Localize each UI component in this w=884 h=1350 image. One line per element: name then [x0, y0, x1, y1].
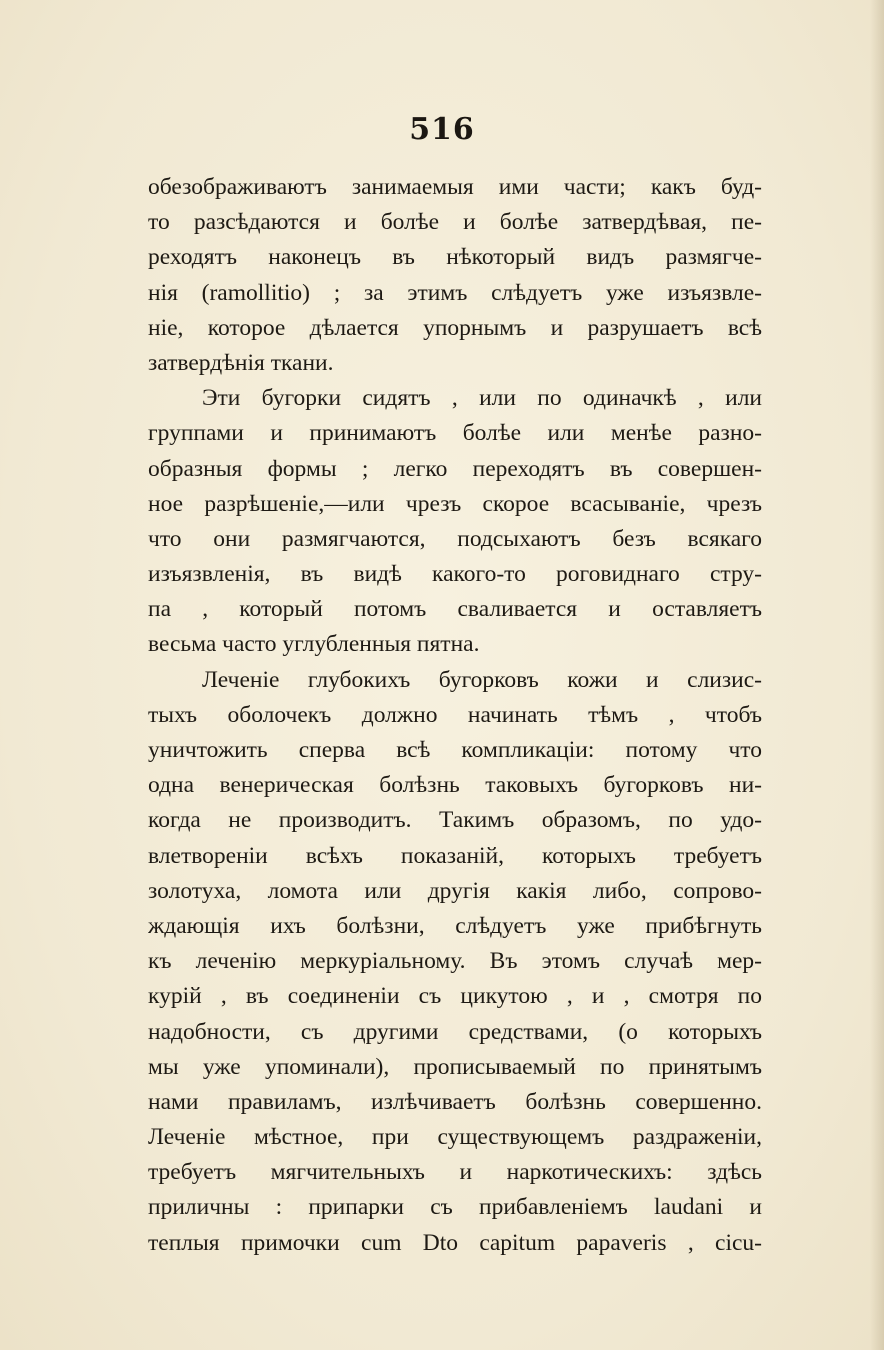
text-line: надобности, съ другими средствами, (о которыхъ	[148, 1018, 762, 1045]
text-line: когда не производитъ. Такимъ образомъ, по удо-	[148, 807, 762, 834]
text-line: изъязвленія, въ видѣ какого-то роговиднаго стру-	[148, 561, 762, 588]
text-line: курій , въ соединеніи съ цикутою , и , смотря по	[148, 983, 762, 1010]
text-line: ждающія ихъ болѣзни, слѣдуетъ уже прибѣгнуть	[148, 912, 762, 939]
text-line: уничтожить сперва всѣ компликаціи: потому что	[148, 737, 762, 763]
text-line: требуетъ мягчительныхъ и наркотическихъ: здѣсь	[148, 1159, 762, 1186]
page-number: 516	[409, 112, 475, 147]
text-line: золотуха, ломота или другія какія либо, сопрово-	[148, 877, 762, 904]
text-line: образныя формы ; легко переходятъ въ совершен-	[148, 455, 762, 482]
text-line: обезображиваютъ занимаемыя ими части; какъ буд-	[148, 174, 762, 200]
text-line: Леченіе глубокихъ бугорковъ кожи и слизис-	[202, 666, 762, 693]
text-line: нія (ramollitio) ; за этимъ слѣдуетъ уже изъязвле-	[148, 279, 762, 306]
text-line: Леченіе мѣстное, при существующемъ раздраженіи,	[148, 1124, 762, 1151]
page-edge-shadow	[870, 0, 884, 1350]
text-line: затвердѣнія ткани.	[148, 349, 334, 376]
text-line: Эти бугорки сидятъ , или по одиначкѣ , или	[202, 385, 762, 412]
text-line: тыхъ оболочекъ должно начинать тѣмъ , чтобъ	[148, 701, 762, 728]
text-line: влетвореніи всѣхъ показаній, которыхъ требуетъ	[148, 842, 762, 869]
text-line: нами правиламъ, излѣчиваетъ болѣзнь совершенно.	[148, 1088, 762, 1115]
text-line: весьма часто углубленныя пятна.	[148, 631, 480, 658]
text-line: па , который потомъ сваливается и оставляетъ	[148, 596, 762, 623]
text-line: одна венерическая болѣзнь таковыхъ бугорковъ ни-	[148, 772, 762, 799]
text-line: то разсѣдаются и болѣе и болѣе затвердѣвая, пе-	[148, 209, 762, 236]
body-text	[148, 170, 762, 1261]
text-line: мы уже упоминали), прописываемый по принятымъ	[148, 1053, 762, 1080]
text-line: ное разрѣшеніе,—или чрезъ скорое всасываніе, чрезъ	[148, 490, 762, 517]
text-line: приличны : припарки съ прибавленіемъ laudani и	[148, 1194, 762, 1221]
text-line: теплыя примочки cum Dto capitum papaveris , cicu-	[148, 1229, 762, 1256]
text-line: группами и принимаютъ болѣе или менѣе разно-	[148, 420, 762, 447]
text-line: что они размягчаются, подсыхаютъ безъ всякаго	[148, 525, 762, 552]
text-line: къ леченію меркуріальному. Въ этомъ случаѣ мер-	[148, 948, 762, 975]
text-line: ніе, которое дѣлается упорнымъ и разрушаетъ всѣ	[148, 314, 762, 341]
text-line: реходятъ наконецъ въ нѣкоторый видъ размягче-	[148, 244, 762, 271]
